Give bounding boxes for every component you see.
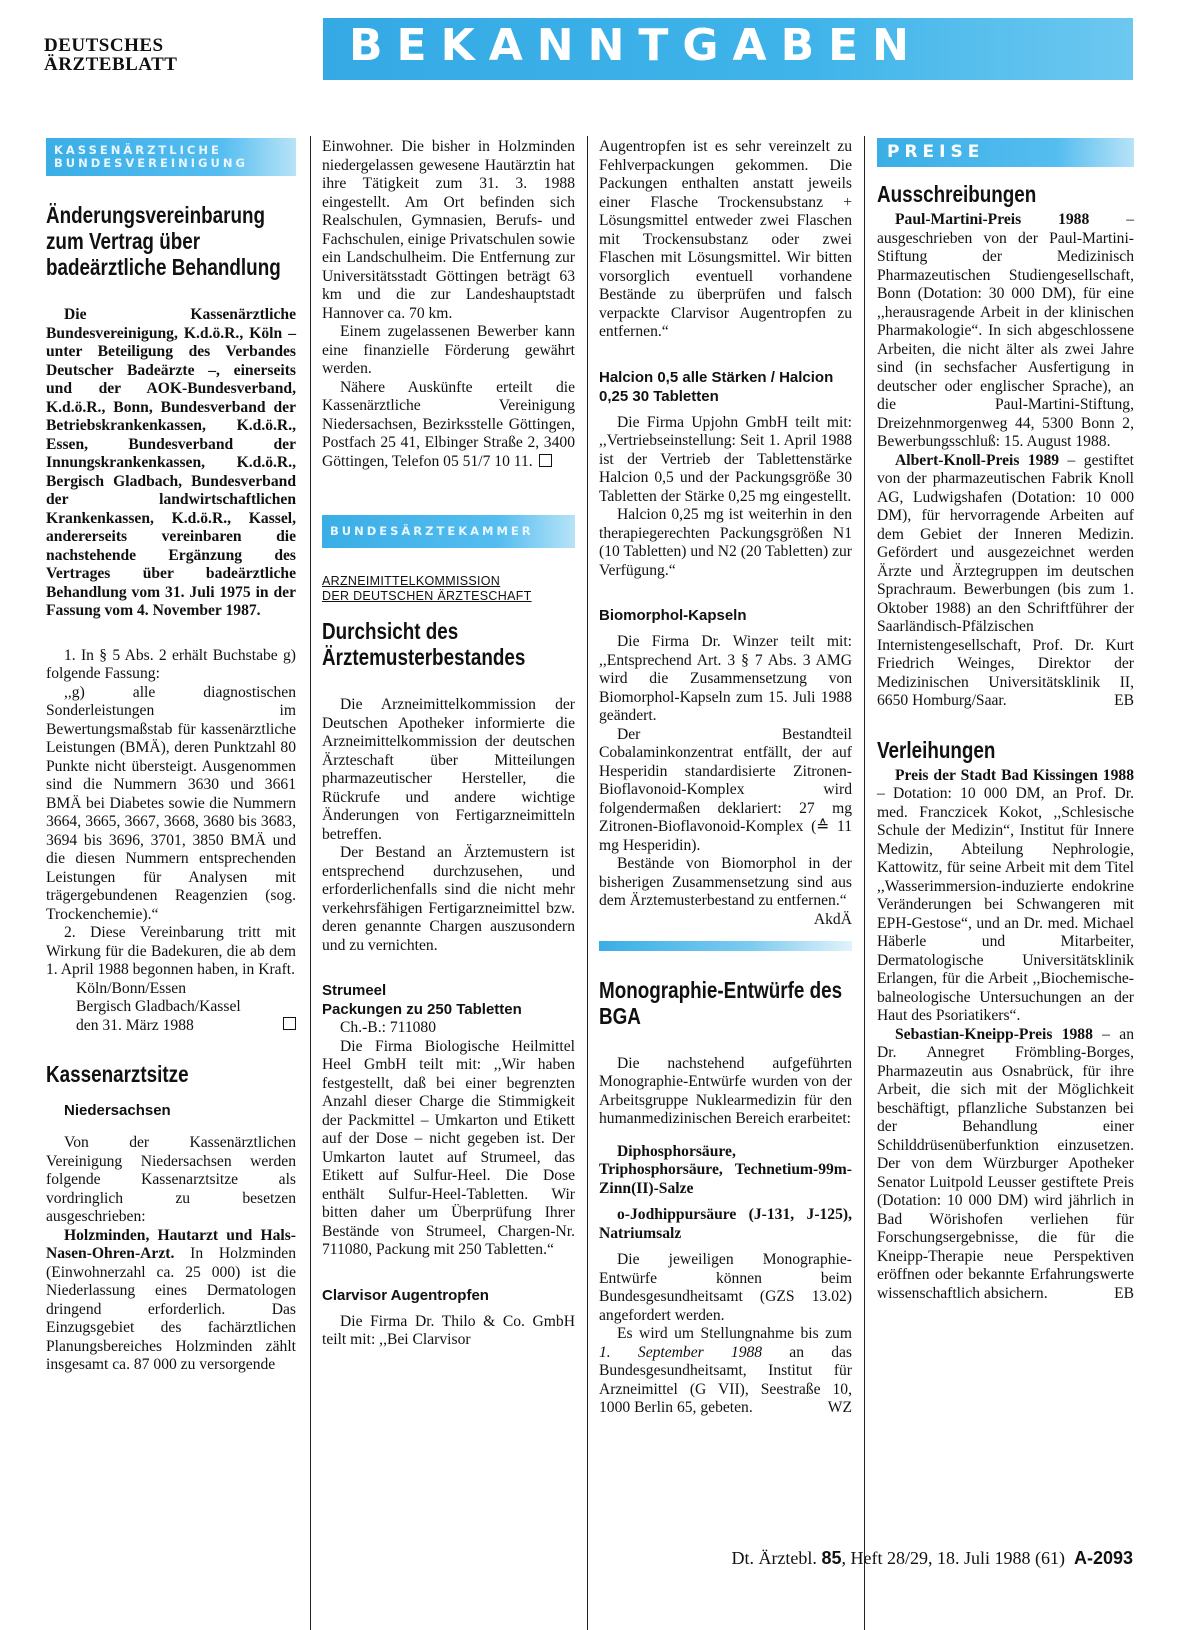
prize-entry (877, 452, 1134, 711)
paragraph: Die Arzneimittelkommission der Deutschen Apotheker informierte die Arzneimittelkommission der deutschen Ärzteschaft über Mitteilungen pharmazeutischer Hersteller, die Rückrufe und andere wichtige Änderungen von Fertigarzneimitteln betreffen. (322, 696, 575, 843)
paragraph: Augentropfen ist es sehr vereinzelt zu Fehlverpackungen gekommen. Die Packungen enthalten anstatt jeweils einer Flasche Trockensubstanz + Lösungsmittel entweder zwei Flaschen mit Trockensubstanz oder zwei Flaschen mit Lösungsmittel. Wir bitten vorsorglich eventuell vorhandene Bestände zu überprüfen und falsch verpackte Clarvisor Augentropfen zu entfernen.“ (599, 138, 852, 340)
paragraph-text: Nähere Auskünfte erteilt die Kassenärztliche Vereinigung Niedersachsen, Bezirksstelle Göttingen, Postfach 25 41, Elbinger Straße 2, 3400 Göttingen, Telefon 05 51/7 10 11. (322, 378, 575, 470)
prize-name: Preis der Stadt Bad Kissingen 1988 (895, 766, 1134, 784)
signature-line: Köln/Bonn/Essen (76, 979, 187, 997)
footer-journal: Dt. Ärztebl. (731, 1548, 822, 1568)
section-tag-baek: BUNDESÄRZTEKAMMER (322, 515, 575, 548)
subheading: Niedersachsen (64, 1102, 171, 1119)
column-3 (599, 138, 852, 1418)
paragraph-text: – gestiftet von der pharmazeutischen Fabrik Knoll AG, Ludwigshafen (Dotation: 10 000 DM), für hervorragende Arbeiten auf dem Gebiet der Inneren Medizin. Gefördert und ausgezeichnet werden Ärzte und Ärztegruppen im deutschen Sprachraum. Bewerbungen (bis zum 1. Oktober 1988) an den Schriftführer der Saarländisch-Pfälzischen Internistengesellschaft, Prof. Dr. Kurt Friedrich Weinges, Direktor der Medizinischen Universitätsklinik II, 6650 Homburg/Saar. (877, 451, 1134, 709)
place-heading: Holzminden, Hautarzt und Hals-Nasen-Ohren-Arzt. (46, 1226, 296, 1262)
paragraph: Der Bestand an Ärztemustern ist entsprechend durchzusehen, und erforderlichenfalls sind die nicht mehr verkehrsfähigen Fertigarzneimittel bzw. deren genannte Chargen auszusondern und zu vernichten. (322, 844, 575, 954)
column-rule (864, 136, 865, 1630)
deadline-date: 1. September 1988 (599, 1343, 763, 1361)
paragraph: Halcion 0,25 mg ist weiterhin in den therapiegerechten Packungsgrößen N1 (10 Tabletten) und N2 (20 Tabletten) zur Verfügung.“ (599, 506, 852, 579)
paragraph: Die Firma Dr. Winzer teilt mit: ,,Entsprechend Art. 3 § 7 Abs. 3 AMG wird die Zusammensetzung von Biomorphol-Kapseln zum 15. Juli 1988 geändert. (599, 633, 852, 724)
author-sign: EB (1114, 1284, 1134, 1302)
drug-heading: Biomorphol-Kapseln (599, 607, 747, 624)
drug-heading: Strumeel (322, 982, 387, 999)
column-1 (46, 138, 296, 1375)
paragraph (599, 855, 852, 928)
page-number: A-2093 (1073, 1548, 1133, 1568)
end-mark-icon (283, 1017, 296, 1030)
article-headline: Ausschreibungen (877, 181, 1037, 207)
section-tag-kbv (46, 138, 296, 176)
article-headline: Kassenarztsitze (46, 1061, 189, 1087)
drug-heading: Halcion 0,5 alle Stärken / Halcion 0,25 30 Tabletten (599, 368, 834, 405)
substance-name: o-Jodhippursäure (J-131, J-125), Natriumsalz (599, 1206, 852, 1242)
prize-entry (877, 767, 1134, 1026)
section-tag-preise: PREISE (877, 138, 1134, 167)
paragraph: Die jeweiligen Monographie-Entwürfe können beim Bundesgesundheitsamt (GZS 13.02) angefordert werden. (599, 1251, 852, 1324)
masthead-line-1: DEUTSCHES (44, 35, 164, 56)
kicker-line: ARZNEIMITTELKOMMISSION (322, 574, 501, 588)
paragraph: Einwohner. Die bisher in Holzminden niedergelassen gewesene Hautärztin hat ihre Tätigkeit zum 31. 3. 1988 eingestellt. Am Ort befinden sich Realschulen, Gymnasien, Berufs- und Fachschulen, einige Privatschulen sowie ein Landschulheim. Die Entfernung zur Universitätsstadt Göttingen beträgt 63 km und die zur Landeshauptstadt Hannover ca. 70 km. (322, 138, 575, 322)
paragraph-text: – an Dr. Annegret Frömbling-Borges, Pharmazeutin aus Osnabrück, für ihre Arbeit, die sich mit der Möglichkeit beschäftigt, pflanzliche Substanzen bei der Behandlung einer Schilddrüsenüberfunktion einzusetzen. Der von dem Würzburger Apotheker Senator Luitpold Leusser gestiftete Preis (Dotation: 10 000 DM) wird jährlich in Bad Wörishofen verliehen für Forschungsergebnisse, die für die Kneipp-Therapie neue Perspektiven eröffnen oder bekannte Erfahrungswerte wissenschaftlich absichern. (877, 1025, 1134, 1302)
article-headline: Monographie-Entwürfe des BGA (599, 976, 843, 1029)
paragraph: Der Bestandteil Cobalaminkonzentrat entfällt, der auf Hesperidin standardisierte Zitronen-Bioflavonoid-Komplex wird folgendermaßen deklariert: 27 mg Zitronen-Bioflavonoid-Komplex (≙ 11 mg Hesperidin). (599, 725, 852, 854)
paragraph: Einem zugelassenen Bewerber kann eine finanzielle Förderung gewährt werden. (322, 323, 575, 377)
paragraph: ,,g) alle diagnostischen Sonderleistungen im Bewertungsmaßstab für kassenärztliche Leistungen (BMÄ), deren Punktzahl 80 Punkte nicht übersteigt. Ausgenommen sind die Nummern 3630 und 3661 BMÄ bei Diabetes sowie die Nummern 3664, 3665, 3667, 3668, 3680 bis 3683, 3694 bis 3696, 3701, 3850 BMÄ und die diesen Nummern entsprechenden Leistungen für Analysen mit trägergebundenen Reagenzien (sog. Trockenchemie).“ (46, 683, 296, 923)
page-footer (0, 1548, 1133, 1569)
prize-name: Paul-Martini-Preis 1988 (895, 211, 1090, 228)
tag-line: KASSENÄRZTLICHE (54, 143, 222, 157)
paragraph: Die Firma Upjohn GmbH teilt mit: ,,Vertriebseinstellung: Seit 1. April 1988 ist der Vertrieb der Tablettenstärke Halcion 0,5 und der Packungsgröße 30 Tabletten der Stärke 0,25 mg eingestellt. (599, 413, 852, 505)
footer-issue: , Heft 28/29, 18. Juli 1988 (61) (841, 1548, 1065, 1568)
prize-name: Sebastian-Kneipp-Preis 1988 (895, 1025, 1093, 1043)
banner-title: BEKANNTGABEN (349, 20, 923, 71)
paragraph-text: an das Bundesgesundheitsamt, Institut für Arzneimittel (G VII), Seestraße 10, 1000 Berlin 65, gebeten. (599, 1343, 852, 1416)
section-banner (323, 18, 1133, 80)
author-sign: WZ (827, 1399, 852, 1416)
prize-entry (877, 1026, 1134, 1304)
paragraph (322, 379, 575, 472)
substance-name: Diphosphorsäure, Triphosphorsäure, Technetium-99m-Zinn(II)-Salze (599, 1142, 852, 1197)
prize-name: Albert-Knoll-Preis 1989 (895, 451, 1060, 469)
paragraph: Die Firma Dr. Thilo & Co. GmbH teilt mit: ,,Bei Clarvisor (322, 1312, 575, 1348)
column-2 (322, 138, 575, 1350)
lead-paragraph: Die Kassenärztliche Bundesvereinigung, K.d.ö.R., Köln – unter Beteiligung des Verbandes Deutscher Badeärzte –, einerseits und der AOK-Bundesverband, K.d.ö.R., Bonn, Bundesverband der Betriebskrankenkassen, K.d.ö.R., Essen, Bundesverband der Innungskrankenkassen, K.d.ö.R., Bergisch Gladbach, Bundesverband der landwirtschaftlichen Krankenkassen, K.d.ö.R., Kassel, andererseits vereinbaren die nachstehende Ergänzung des Vertrages über badeärztliche Behandlung vom 31. Juli 1975 in der Fassung vom 4. November 1987. (46, 306, 296, 619)
author-sign: AkdÄ (813, 910, 852, 928)
kicker-line: DER DEUTSCHEN ÄRZTESCHAFT (322, 589, 532, 603)
masthead-line-2: ÄRZTEBLATT (44, 54, 178, 75)
batch-number: Ch.-B.: 711080 (340, 1019, 437, 1036)
signature-line (46, 1017, 296, 1036)
section-divider-bar (599, 941, 852, 951)
signature-date: den 31. März 1988 (76, 1016, 194, 1034)
paragraph-text: Bestände von Biomorphol in der bisherigen Zusammensetzung sind aus dem Ärztemusterbestand zu entfernen.“ (599, 855, 852, 909)
paragraph (599, 1325, 852, 1418)
paragraph (46, 1227, 296, 1375)
signature-line: Bergisch Gladbach/Kassel (76, 998, 241, 1015)
paragraph-text: Es wird um Stellungnahme bis zum (617, 1325, 852, 1342)
paragraph: 2. Diese Vereinbarung tritt mit Wirkung für die Badekuren, die ab dem 1. April 1988 begonnen haben, in Kraft. (46, 924, 296, 978)
footer-volume: 85 (821, 1548, 842, 1568)
masthead-logo (44, 36, 224, 74)
author-sign: EB (1114, 692, 1134, 709)
paragraph: 1. In § 5 Abs. 2 erhält Buchstabe g) folgende Fassung: (46, 646, 296, 682)
paragraph: Von der Kassenärztlichen Vereinigung Niedersachsen werden folgende Kassenarztsitze als vordringlich zu besetzen ausgeschrieben: (46, 1134, 296, 1225)
prize-entry (877, 211, 1134, 452)
paragraph-text: In Holzminden (Einwohnerzahl ca. 25 000) ist die Niederlassung eines Dermatologen dringend erforderlich. Das Einzugsgebiet des fachärztlichen Planungsbereiches Holzminden zählt insgesamt ca. 87 000 zu versorgende (46, 1245, 296, 1373)
column-rule (587, 136, 588, 1630)
tag-line: BUNDESVEREINIGUNG (54, 156, 248, 170)
paragraph-text: – ausgeschrieben von der Paul-Martini-Stiftung der Medizinisch Pharmazeutischen Studiengesellschaft, Bonn (Dotation: 30 000 DM), für eine ,,herausragende Arbeit in der klinischen Pharmakologie“. In sich abgeschlossene Arbeiten, die nicht älter als zwei Jahre sind (in sechsfacher Ausfertigung in deutscher oder englischer Sprache), an die Paul-Martini-Stiftung, Dreizehnmorgenweg 44, 5300 Bonn 2, Bewerbungsschluß: 15. August 1988. (877, 211, 1134, 450)
column-4 (877, 138, 1134, 1303)
paragraph: Die Firma Biologische Heilmittel Heel GmbH teilt mit: ,,Wir haben festgestellt, daß bei einer begrenzten Anzahl dieser Charge die Stimmigkeit der Packmittel – Umkarton und Etikett auf der Dose – nicht gegeben ist. Der Umkarton lautet auf Strumeel, das Etikett auf Sulfur-Heel. Die Dose enthält Sulfur-Heel-Tabletten. Wir bitten daher um Überprüfung Ihrer Bestände von Strumeel, Chargen-Nr. 711080, Packung mit 250 Tabletten.“ (322, 1037, 575, 1258)
paragraph-text: – Dotation: 10 000 DM, an Prof. Dr. med. Franczicek Kokot, ,,Schlesische Schule der Medizin“, Institut für Innere Medizin, Abteilung Nephrologie, Kattowitz, für seine Arbeit mit dem Titel ,,Wasserimmersion-induzierte endokrine Veränderungen bei Schwangeren mit EPH-Gestose“, und an Dr. med. Michael Häberle und Mitarbeiter, Dermatologische Universitätsklinik Erlangen, für die Arbeit ,,Biochemische-balneologische Untersuchungen an der Haut des Psoriatikers“. (877, 785, 1134, 1024)
drug-heading: Clarvisor Augentropfen (322, 1286, 489, 1304)
article-headline: Änderungsvereinbarung zum Vertrag über badeärztliche Behandlung (46, 202, 281, 280)
paragraph: Die nachstehend aufgeführten Monographie-Entwürfe wurden von der Arbeitsgruppe Nuklearmedizin für den humanmedizinischen Bereich erarbeitet: (599, 1054, 852, 1127)
article-headline: Durchsicht des Ärztemusterbestandes (322, 618, 526, 670)
drug-heading: Packungen zu 250 Tabletten (322, 1001, 522, 1018)
article-headline: Verleihungen (877, 736, 996, 763)
column-rule (310, 136, 311, 1630)
end-mark-icon (539, 454, 552, 467)
